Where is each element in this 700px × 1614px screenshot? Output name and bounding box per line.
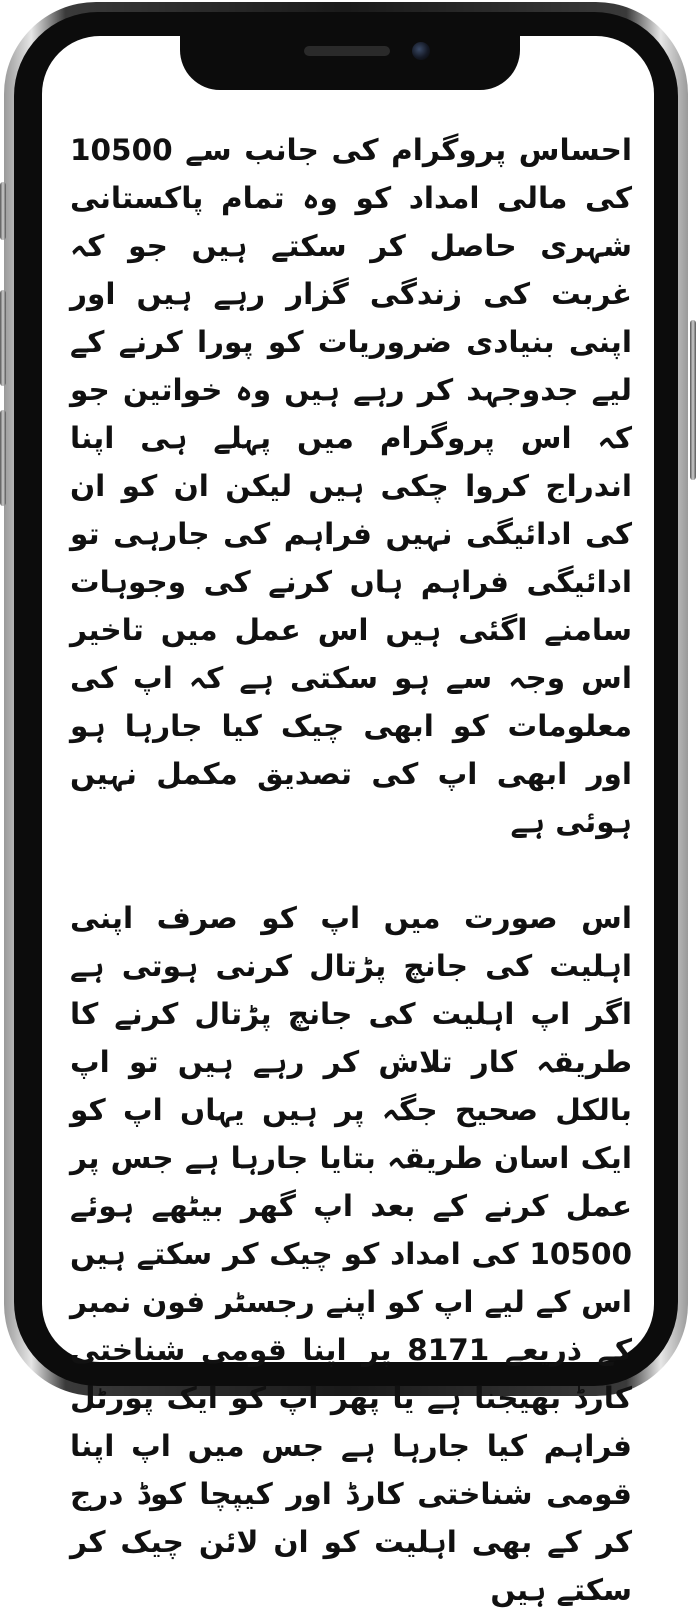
article-body	[70, 126, 632, 1614]
notch	[180, 22, 520, 90]
article-paragraph-2: اس صورت میں اپ کو صرف اپنی اہلیت کی جانچ پڑتال کرنی ہوتی ہے اگر اپ اہلیت کی جانچ پڑتال کرنے کا طریقہ کار تلاش کر رہے ہیں تو اپ بالکل صحیح جگہ پر ہیں یہاں اپ کو ایک اسان طریقہ بتایا جارہا ہے جس پر عمل کرنے کے بعد اپ گھر بیٹھے ہوئے 10500 کی امداد کو چیک کر سکتے ہیں اس کے لیے اپ کو اپنے رجسٹر فون نمبر کے ذریعے 8171 پر اپنا قومی شناختی کارڈ بھیجنا ہے یا پھر اپ کو ایک پورٹل فراہم کیا جارہا ہے جس میں اپ اپنا قومی شناختی کارڈ اور کیپچا کوڈ درج کر کے بھی اہلیت کو ان لائن چیک کر سکتے ہیں	[70, 901, 632, 1607]
power-button	[690, 320, 696, 480]
mute-switch	[0, 182, 6, 240]
front-camera-icon	[412, 42, 430, 60]
volume-down-button	[0, 410, 6, 506]
article-paragraph-1: احساس پروگرام کی جانب سے 10500 کی مالی امداد کو وہ تمام پاکستانی شہری حاصل کر سکتے ہیں جو کہ غربت کی زندگی گزار رہے ہیں اور اپنی بنیادی ضروریات کو پورا کرنے کے لیے جدوجہد کر رہے ہیں وہ خواتین جو کہ اس پروگرام میں پہلے ہی اپنا اندراج کروا چکی ہیں لیکن ان کو ان کی ادائیگی نہیں فراہم کی جارہی تو ادائیگی فراہم ہاں کرنے کی وجوہات سامنے اگئی ہیں اس عمل میں تاخیر اس وجہ سے ہو سکتی ہے کہ اپ کی معلومات کو ابھی چیک کیا جارہا ہو اور ابھی اپ کی تصدیق مکمل نہیں ہوئی ہے	[70, 133, 632, 839]
speaker-grille	[304, 46, 390, 56]
volume-up-button	[0, 290, 6, 386]
